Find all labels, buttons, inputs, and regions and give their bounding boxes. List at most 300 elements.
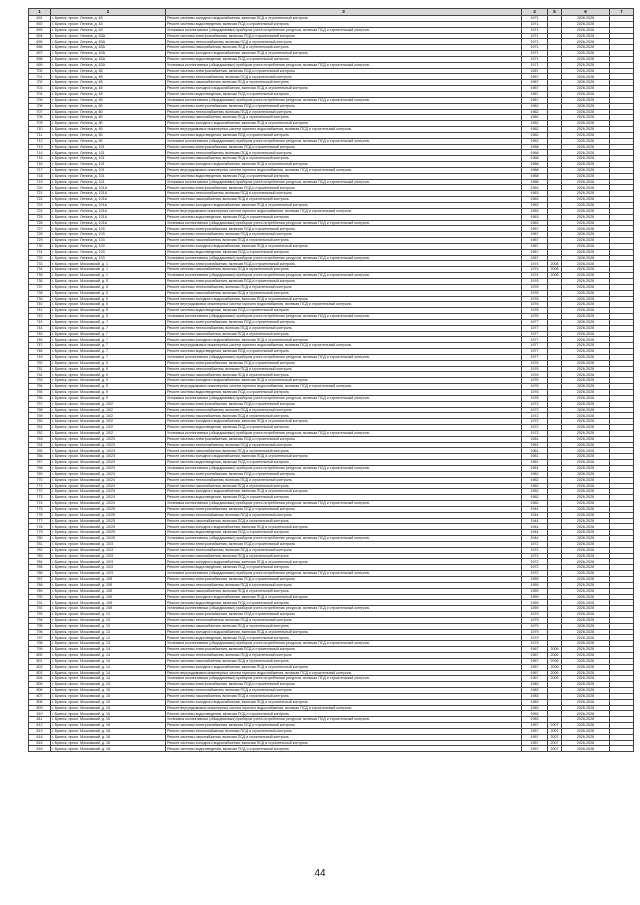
address-cell: г. Брянск, просп. Ленина, д. 65 [51, 97, 166, 103]
work-type-cell: Ремонт системы холодного водоснабжения, включая ПСД и строительный контроль [166, 419, 522, 425]
address-cell: г. Брянск, просп. Ленина, д. 101А [51, 203, 166, 209]
address-cell: г. Брянск, просп. Ленина, д. 103 [51, 249, 166, 255]
planned-period-cell: 2026-2028 [562, 203, 610, 209]
work-type-cell: Ремонт внутридомовых инженерных систем горячего водоснабжения, включая ПСД и строительный контроль [166, 705, 522, 711]
address-cell: г. Брянск, просп. Московский, д. 14 [51, 658, 166, 664]
planned-period-cell: 2026-2028 [562, 278, 610, 284]
address-cell: г. Брянск, просп. Ленина, д. 103 [51, 232, 166, 238]
year-built-cell: 1977 [522, 331, 548, 337]
work-type-cell: Ремонт системы водоотведения, включая ПСД и строительный контроль [166, 600, 522, 606]
address-cell: г. Брянск, просп. Московский, д. 1 [51, 267, 166, 273]
row-number-cell: 691 [29, 16, 51, 22]
address-cell: г. Брянск, просп. Ленина, д. 63А [51, 45, 166, 51]
year-built-cell: 1967 [522, 255, 548, 261]
work-type-cell: Ремонт системы теплоснабжения, включая ПСД и строительный контроль [166, 39, 522, 45]
year-built-cell: 1944 [522, 530, 548, 536]
address-cell: г. Брянск, просп. Московский, д. 9 [51, 384, 166, 390]
planned-period-cell: 2026-2028 [562, 617, 610, 623]
table-body [29, 16, 634, 752]
address-cell: г. Брянск, просп. Ленина, д. 101 [51, 156, 166, 162]
planned-period-cell: 2026-2028 [562, 436, 610, 442]
work-type-cell: Ремонт системы теплоснабжения, включая ПСД и строительный контроль [166, 366, 522, 372]
address-cell: г. Брянск, просп. Московский, д. 10/23 [51, 465, 166, 471]
address-cell: г. Брянск, просп. Московский, д. 13 [51, 629, 166, 635]
year-built-cell: 1979 [522, 641, 548, 647]
address-cell: г. Брянск, просп. Московский, д. 10/3 [51, 553, 166, 559]
address-cell: г. Брянск, просп. Ленина, д. 80 [51, 127, 166, 133]
year-built-cell: 1967 [522, 647, 548, 653]
year-built-cell: 1962 [522, 495, 548, 501]
work-type-cell: Ремонт внутридомовых инженерных систем горячего водоснабжения, включая ПСД и строительный контроль [166, 208, 522, 214]
year-built-cell: 1957 [522, 746, 548, 752]
work-type-cell: Ремонт системы теплоснабжения, включая ПСД и строительный контроль [166, 652, 522, 658]
work-type-cell: Ремонт системы электроснабжения, включая ПСД и строительный контроль [166, 612, 522, 618]
planned-period-cell: 2026-2028 [562, 460, 610, 466]
year-built-cell: 1963 [522, 197, 548, 203]
address-cell: г. Брянск, просп. Ленина, д. 63А [51, 39, 166, 45]
work-type-cell: Ремонт системы холодного водоснабжения, включая ПСД и строительный контроль [166, 454, 522, 460]
work-type-cell: Ремонт системы холодного водоснабжения, включая ПСД и строительный контроль [166, 489, 522, 495]
row-number-cell: 802 [29, 664, 51, 670]
address-cell: г. Брянск, просп. Московский, д. 10/24 [51, 501, 166, 507]
address-cell: г. Брянск, просп. Московский, д. 10/2 [51, 425, 166, 431]
row-number-cell: 765 [29, 448, 51, 454]
work-type-cell: Ремонт системы теплоснабжения, включая ПСД и строительный контроль [166, 617, 522, 623]
year-built-cell: 1972 [522, 430, 548, 436]
work-type-cell: Установка коллективных (общедомовых) приборов учета потребления ресурсов, включая ПСД и строительный контроль [166, 255, 522, 261]
address-cell: г. Брянск, просп. Московский, д. 10/23 [51, 460, 166, 466]
year-built-cell: 1979 [522, 623, 548, 629]
year-renovated-cell: 2007 [548, 746, 562, 752]
planned-period-cell: 2026-2028 [562, 711, 610, 717]
row-number-cell: 763 [29, 436, 51, 442]
row-number-cell: 755 [29, 390, 51, 396]
year-built-cell: 1976 [522, 290, 548, 296]
address-cell: г. Брянск, просп. Ленина, д. 65 [51, 86, 166, 92]
address-cell: г. Брянск, просп. Московский, д. 18 [51, 723, 166, 729]
address-cell: г. Брянск, просп. Ленина, д. 101 [51, 150, 166, 156]
address-cell: г. Брянск, просп. Московский, д. 18 [51, 728, 166, 734]
year-built-cell: 1967 [522, 68, 548, 74]
work-type-cell: Ремонт системы теплоснабжения, включая ПСД и строительный контроль [166, 284, 522, 290]
row-number-cell: 759 [29, 413, 51, 419]
address-cell: г. Брянск, просп. Московский, д. 14 [51, 652, 166, 658]
address-cell: г. Брянск, просп. Московский, д. 15 [51, 711, 166, 717]
year-built-cell: 1967 [522, 238, 548, 244]
year-built-cell: 1967 [522, 658, 548, 664]
row-number-cell: 732 [29, 255, 51, 261]
year-built-cell: 1976 [522, 378, 548, 384]
planned-period-cell: 2026-2028 [562, 454, 610, 460]
planned-period-cell: 2026-2028 [562, 273, 610, 279]
year-built-cell: 1962 [522, 132, 548, 138]
work-type-cell: Ремонт системы электроснабжения, включая ПСД и строительный контроль [166, 144, 522, 150]
planned-period-cell: 2026-2028 [562, 600, 610, 606]
address-cell: г. Брянск, просп. Московский, д. 7 [51, 343, 166, 349]
planned-period-cell: 2026-2028 [562, 51, 610, 57]
planned-period-cell: 2026-2028 [562, 477, 610, 483]
work-type-cell: Установка коллективных (общедомовых) приборов учета потребления ресурсов, включая ПСД и строительный контроль [166, 571, 522, 577]
year-built-cell: 1971 [522, 33, 548, 39]
planned-period-cell: 2026-2028 [562, 27, 610, 33]
work-type-cell: Ремонт системы электроснабжения, включая ПСД и строительный контроль [166, 278, 522, 284]
year-built-cell: 1962 [522, 477, 548, 483]
year-built-cell: 1962 [522, 489, 548, 495]
work-type-cell: Ремонт системы холодного водоснабжения, включая ПСД и строительный контроль [166, 559, 522, 565]
row-number-cell: 746 [29, 337, 51, 343]
planned-period-cell: 2026-2028 [562, 249, 610, 255]
repair-schedule-table [28, 8, 634, 752]
work-type-cell: Ремонт системы водоотведения, включая ПСД и строительный контроль [166, 132, 522, 138]
address-cell: г. Брянск, просп. Московский, д. 9 [51, 390, 166, 396]
address-cell: г. Брянск, просп. Ленина, д. 101 [51, 162, 166, 168]
year-built-cell: 1944 [522, 518, 548, 524]
address-cell: г. Брянск, просп. Ленина, д. 101 [51, 173, 166, 179]
year-built-cell: 1972 [522, 571, 548, 577]
year-built-cell: 1961 [522, 465, 548, 471]
year-built-cell: 1944 [522, 506, 548, 512]
year-built-cell: 1977 [522, 319, 548, 325]
row-number-cell: 723 [29, 203, 51, 209]
address-cell: г. Брянск, просп. Московский, д. 13 [51, 612, 166, 618]
work-type-cell: Ремонт системы холодного водоснабжения, включая ПСД и строительный контроль [166, 296, 522, 302]
year-built-cell: 1976 [522, 360, 548, 366]
year-built-cell: 1962 [522, 121, 548, 127]
year-built-cell: 1972 [522, 401, 548, 407]
row-number-cell: 727 [29, 226, 51, 232]
planned-period-cell: 2026-2028 [562, 162, 610, 168]
row-number-cell: 743 [29, 319, 51, 325]
work-type-cell: Ремонт системы водоотведения, включая ПСД и строительный контроль [166, 349, 522, 355]
planned-period-cell: 2026-2028 [562, 255, 610, 261]
year-built-cell: 1977 [522, 354, 548, 360]
work-type-cell: Ремонт системы электроснабжения, включая ПСД и строительный контроль [166, 103, 522, 109]
address-cell: г. Брянск, просп. Московский, д. 5 [51, 284, 166, 290]
row-number-cell: 798 [29, 641, 51, 647]
address-cell: г. Брянск, просп. Московский, д. 15 [51, 717, 166, 723]
address-cell: г. Брянск, просп. Московский, д. 13 [51, 635, 166, 641]
year-built-cell: 1967 [522, 97, 548, 103]
row-number-cell: 740 [29, 302, 51, 308]
address-cell: г. Брянск, просп. Ленина, д. 63 [51, 16, 166, 22]
work-type-cell: Ремонт системы газоснабжения, включая ПСД и строительный контроль [166, 45, 522, 51]
row-number-cell: 795 [29, 623, 51, 629]
address-cell: г. Брянск, просп. Московский, д. 14 [51, 647, 166, 653]
year-built-cell: 1967 [522, 86, 548, 92]
year-built-cell: 1963 [522, 185, 548, 191]
address-cell: г. Брянск, просп. Московский, д. 9 [51, 360, 166, 366]
planned-period-cell: 2026-2028 [562, 261, 610, 267]
work-type-cell: Ремонт системы электроснабжения, включая ПСД и строительный контроль [166, 319, 522, 325]
row-number-cell: 779 [29, 530, 51, 536]
work-type-cell: Ремонт системы электроснабжения, включая ПСД и строительный контроль [166, 647, 522, 653]
planned-period-cell: 2026-2028 [562, 629, 610, 635]
planned-period-cell: 2026-2028 [562, 167, 610, 173]
row-number-cell: 750 [29, 360, 51, 366]
work-type-cell: Ремонт системы электроснабжения, включая ПСД и строительный контроль [166, 185, 522, 191]
year-built-cell: 1979 [522, 617, 548, 623]
planned-period-cell: 2026-2028 [562, 325, 610, 331]
address-cell: г. Брянск, просп. Московский, д. 10/23 [51, 454, 166, 460]
address-cell: г. Брянск, просп. Московский, д. 10/3 [51, 565, 166, 571]
row-number-cell: 805 [29, 682, 51, 688]
year-built-cell: 1967 [522, 676, 548, 682]
row-number-cell: 761 [29, 425, 51, 431]
extra-cell [610, 746, 634, 752]
work-type-cell: Ремонт системы электроснабжения, включая ПСД и строительный контроль [166, 401, 522, 407]
planned-period-cell: 2026-2028 [562, 308, 610, 314]
planned-period-cell: 2026-2028 [562, 682, 610, 688]
work-type-cell: Ремонт системы газоснабжения, включая ПСД и строительный контроль [166, 238, 522, 244]
row-number-cell: 703 [29, 86, 51, 92]
work-type-cell: Установка коллективных (общедомовых) приборов учета потребления ресурсов, включая ПСД и строительный контроль [166, 314, 522, 320]
work-type-cell: Ремонт системы теплоснабжения, включая ПСД и строительный контроль [166, 109, 522, 115]
row-number-cell: 806 [29, 688, 51, 694]
column-header: 7 [610, 9, 634, 16]
work-type-cell: Ремонт системы газоснабжения, включая ПСД и строительный контроль [166, 658, 522, 664]
year-built-cell: 1963 [522, 214, 548, 220]
year-built-cell: 1977 [522, 337, 548, 343]
planned-period-cell: 2026-2028 [562, 553, 610, 559]
address-cell: г. Брянск, просп. Московский, д. 7 [51, 349, 166, 355]
planned-period-cell: 2026-2028 [562, 86, 610, 92]
planned-period-cell: 2026-2028 [562, 641, 610, 647]
year-built-cell: 1963 [522, 191, 548, 197]
work-type-cell: Ремонт внутридомовых инженерных систем горячего водоснабжения, включая ПСД и строительный контроль [166, 167, 522, 173]
work-type-cell: Ремонт системы теплоснабжения, включая ПСД и строительный контроль [166, 232, 522, 238]
year-built-cell: 1959 [522, 606, 548, 612]
address-cell: г. Брянск, просп. Ленина, д. 63 [51, 27, 166, 33]
planned-period-cell: 2026-2028 [562, 582, 610, 588]
row-number-cell: 694 [29, 33, 51, 39]
planned-period-cell: 2026-2028 [562, 238, 610, 244]
planned-period-cell: 2026-2028 [562, 284, 610, 290]
work-type-cell: Ремонт системы холодного водоснабжения, включая ПСД и строительный контроль [166, 740, 522, 746]
planned-period-cell: 2026-2028 [562, 612, 610, 618]
planned-period-cell: 2026-2028 [562, 518, 610, 524]
planned-period-cell: 2026-2028 [562, 723, 610, 729]
work-type-cell: Ремонт системы холодного водоснабжения, включая ПСД и строительный контроль [166, 243, 522, 249]
planned-period-cell: 2026-2028 [562, 688, 610, 694]
work-type-cell: Ремонт системы газоснабжения, включая ПСД и строительный контроль [166, 413, 522, 419]
address-cell: г. Брянск, просп. Московский, д. 10б [51, 594, 166, 600]
work-type-cell: Ремонт системы водоотведения, включая ПСД и строительный контроль [166, 390, 522, 396]
row-number-cell: 792 [29, 606, 51, 612]
address-cell: г. Брянск, просп. Ленина, д. 103 [51, 255, 166, 261]
work-type-cell: Установка коллективных (общедомовых) приборов учета потребления ресурсов, включая ПСД и строительный контроль [166, 138, 522, 144]
year-built-cell: 1972 [522, 559, 548, 565]
row-number-cell: 768 [29, 465, 51, 471]
row-number-cell: 695 [29, 39, 51, 45]
planned-period-cell: 2026-2028 [562, 296, 610, 302]
row-number-cell: 720 [29, 185, 51, 191]
planned-period-cell: 2026-2028 [562, 331, 610, 337]
row-number-cell: 748 [29, 349, 51, 355]
year-built-cell: 1974 [522, 273, 548, 279]
year-built-cell: 1971 [522, 27, 548, 33]
planned-period-cell: 2026-2028 [562, 577, 610, 583]
work-type-cell: Ремонт системы газоснабжения, включая ПСД и строительный контроль [166, 372, 522, 378]
work-type-cell: Ремонт системы газоснабжения, включая ПСД и строительный контроль [166, 197, 522, 203]
work-type-cell: Установка коллективных (общедомовых) приборов учета потребления ресурсов, включая ПСД и строительный контроль [166, 27, 522, 33]
planned-period-cell: 2026-2028 [562, 705, 610, 711]
year-built-cell: 1979 [522, 629, 548, 635]
column-header: 5 [548, 9, 562, 16]
row-number-cell: 803 [29, 670, 51, 676]
year-built-cell: 1977 [522, 325, 548, 331]
address-cell: г. Брянск, просп. Московский, д. 10/23 [51, 448, 166, 454]
row-number-cell: 747 [29, 343, 51, 349]
work-type-cell: Ремонт системы электроснабжения, включая ПСД и строительный контроль [166, 723, 522, 729]
year-built-cell: 1971 [522, 16, 548, 22]
planned-period-cell: 2026-2028 [562, 728, 610, 734]
work-type-cell: Ремонт системы водоотведения, включая ПСД и строительный контроль [166, 425, 522, 431]
work-type-cell: Ремонт системы теплоснабжения, включая ПСД и строительный контроль [166, 442, 522, 448]
work-type-cell: Ремонт системы электроснабжения, включая ПСД и строительный контроль [166, 261, 522, 267]
address-cell: г. Брянск, просп. Московский, д. 5 [51, 296, 166, 302]
address-cell: г. Брянск, просп. Московский, д. 15 [51, 705, 166, 711]
address-cell: г. Брянск, просп. Ленина, д. 80 [51, 109, 166, 115]
planned-period-cell: 2026-2028 [562, 413, 610, 419]
planned-period-cell: 2026-2028 [562, 506, 610, 512]
row-number-cell: 699 [29, 62, 51, 68]
work-type-cell: Ремонт системы водоотведения, включая ПСД и строительный контроль [166, 56, 522, 62]
planned-period-cell: 2026-2028 [562, 419, 610, 425]
planned-period-cell: 2026-2028 [562, 138, 610, 144]
planned-period-cell: 2026-2028 [562, 670, 610, 676]
row-number-cell: 692 [29, 21, 51, 27]
planned-period-cell: 2026-2028 [562, 734, 610, 740]
row-number-cell: 712 [29, 138, 51, 144]
row-number-cell: 786 [29, 571, 51, 577]
work-type-cell: Ремонт системы холодного водоснабжения, включая ПСД и строительный контроль [166, 337, 522, 343]
work-type-cell: Ремонт системы теплоснабжения, включая ПСД и строительный контроль [166, 688, 522, 694]
row-number-cell: 737 [29, 284, 51, 290]
row-number-cell: 730 [29, 243, 51, 249]
planned-period-cell: 2026-2028 [562, 541, 610, 547]
work-type-cell: Ремонт внутридомовых инженерных систем горячего водоснабжения, включая ПСД и строительный контроль [166, 127, 522, 133]
year-built-cell: 1971 [522, 39, 548, 45]
work-type-cell: Ремонт системы водоотведения, включая ПСД и строительный контроль [166, 91, 522, 97]
work-type-cell: Ремонт системы теплоснабжения, включая ПСД и строительный контроль [166, 150, 522, 156]
planned-period-cell: 2026-2028 [562, 465, 610, 471]
row-number-cell: 709 [29, 121, 51, 127]
address-cell: г. Брянск, просп. Ленина, д. 63А [51, 56, 166, 62]
planned-period-cell: 2026-2028 [562, 267, 610, 273]
address-cell: г. Брянск, просп. Ленина, д. 101А [51, 191, 166, 197]
row-number-cell: 704 [29, 91, 51, 97]
year-built-cell: 1971 [522, 45, 548, 51]
row-number-cell: 716 [29, 162, 51, 168]
work-type-cell: Ремонт системы теплоснабжения, включая ПСД и строительный контроль [166, 477, 522, 483]
row-number-cell: 721 [29, 191, 51, 197]
work-type-cell: Установка коллективных (общедомовых) приборов учета потребления ресурсов, включая ПСД и строительный контроль [166, 717, 522, 723]
year-built-cell: 1976 [522, 314, 548, 320]
planned-period-cell: 2026-2028 [562, 547, 610, 553]
work-type-cell: Ремонт системы электроснабжения, включая ПСД и строительный контроль [166, 226, 522, 232]
row-number-cell: 741 [29, 308, 51, 314]
row-number-cell: 758 [29, 407, 51, 413]
year-built-cell: 1976 [522, 366, 548, 372]
planned-period-cell: 2026-2028 [562, 132, 610, 138]
planned-period-cell: 2026-2028 [562, 226, 610, 232]
year-built-cell: 1972 [522, 413, 548, 419]
row-number-cell: 793 [29, 612, 51, 618]
page-number: 44 [314, 868, 326, 879]
planned-period-cell: 2026-2028 [562, 354, 610, 360]
address-cell: г. Брянск, просп. Московский, д. 10/25 [51, 524, 166, 530]
address-cell: г. Брянск, просп. Московский, д. 10б [51, 606, 166, 612]
planned-period-cell: 2026-2028 [562, 395, 610, 401]
row-number-cell: 693 [29, 27, 51, 33]
address-cell: г. Брянск, просп. Московский, д. 10/24 [51, 477, 166, 483]
row-number-cell: 700 [29, 68, 51, 74]
work-type-cell: Ремонт системы электроснабжения, включая ПСД и строительный контроль [166, 541, 522, 547]
work-type-cell: Ремонт внутридомовых инженерных систем горячего водоснабжения, включая ПСД и строительный контроль [166, 670, 522, 676]
planned-period-cell: 2026-2028 [562, 191, 610, 197]
column-header: 2 [51, 9, 166, 16]
year-built-cell: 1968 [522, 162, 548, 168]
planned-period-cell: 2026-2028 [562, 448, 610, 454]
row-number-cell: 791 [29, 600, 51, 606]
address-cell: г. Брянск, просп. Московский, д. 10/2 [51, 430, 166, 436]
row-number-cell: 756 [29, 395, 51, 401]
address-cell: г. Брянск, просп. Ленина, д. 80 [51, 121, 166, 127]
work-type-cell: Ремонт системы холодного водоснабжения, включая ПСД и строительный контроль [166, 162, 522, 168]
address-cell: г. Брянск, просп. Московский, д. 10/25 [51, 536, 166, 542]
planned-period-cell: 2026-2028 [562, 530, 610, 536]
planned-period-cell: 2026-2028 [562, 512, 610, 518]
year-built-cell: 1971 [522, 62, 548, 68]
address-cell: г. Брянск, просп. Московский, д. 10/25 [51, 506, 166, 512]
work-type-cell: Ремонт системы холодного водоснабжения, включая ПСД и строительный контроль [166, 86, 522, 92]
work-type-cell: Ремонт системы газоснабжения, включая ПСД и строительный контроль [166, 448, 522, 454]
row-number-cell: 809 [29, 705, 51, 711]
row-number-cell: 812 [29, 723, 51, 729]
work-type-cell: Ремонт системы газоснабжения, включая ПСД и строительный контроль [166, 693, 522, 699]
planned-period-cell: 2026-2028 [562, 109, 610, 115]
planned-period-cell: 2026-2028 [562, 232, 610, 238]
year-renovated-cell: 2006 [548, 664, 562, 670]
address-cell: г. Брянск, просп. Ленина, д. 103 [51, 226, 166, 232]
year-built-cell: 1962 [522, 115, 548, 121]
row-number-cell: 707 [29, 109, 51, 115]
address-cell: г. Брянск, просп. Московский, д. 7 [51, 354, 166, 360]
year-renovated-cell: 2007 [548, 740, 562, 746]
work-type-cell: Установка коллективных (общедомовых) приборов учета потребления ресурсов, включая ПСД и строительный контроль [166, 97, 522, 103]
row-number-cell: 722 [29, 197, 51, 203]
year-built-cell: 1983 [522, 711, 548, 717]
planned-period-cell: 2026-2028 [562, 185, 610, 191]
planned-period-cell: 2026-2028 [562, 588, 610, 594]
row-number-cell: 726 [29, 220, 51, 226]
address-cell: г. Брянск, просп. Московский, д. 10/25 [51, 518, 166, 524]
row-number-cell: 800 [29, 652, 51, 658]
work-type-cell: Ремонт системы газоснабжения, включая ПСД и строительный контроль [166, 518, 522, 524]
row-number-cell: 729 [29, 238, 51, 244]
year-built-cell: 1959 [522, 588, 548, 594]
address-cell: г. Брянск, просп. Московский, д. 9 [51, 378, 166, 384]
address-cell: г. Брянск, просп. Ленина, д. 63А [51, 62, 166, 68]
work-type-cell: Ремонт системы электроснабжения, включая ПСД и строительный контроль [166, 471, 522, 477]
year-built-cell: 1962 [522, 501, 548, 507]
year-built-cell: 1976 [522, 384, 548, 390]
row-number-cell: 753 [29, 378, 51, 384]
planned-period-cell: 2026-2028 [562, 536, 610, 542]
year-renovated-cell: 2006 [548, 658, 562, 664]
planned-period-cell: 2026-2028 [562, 343, 610, 349]
work-type-cell: Ремонт системы теплоснабжения, включая ПСД и строительный контроль [166, 512, 522, 518]
